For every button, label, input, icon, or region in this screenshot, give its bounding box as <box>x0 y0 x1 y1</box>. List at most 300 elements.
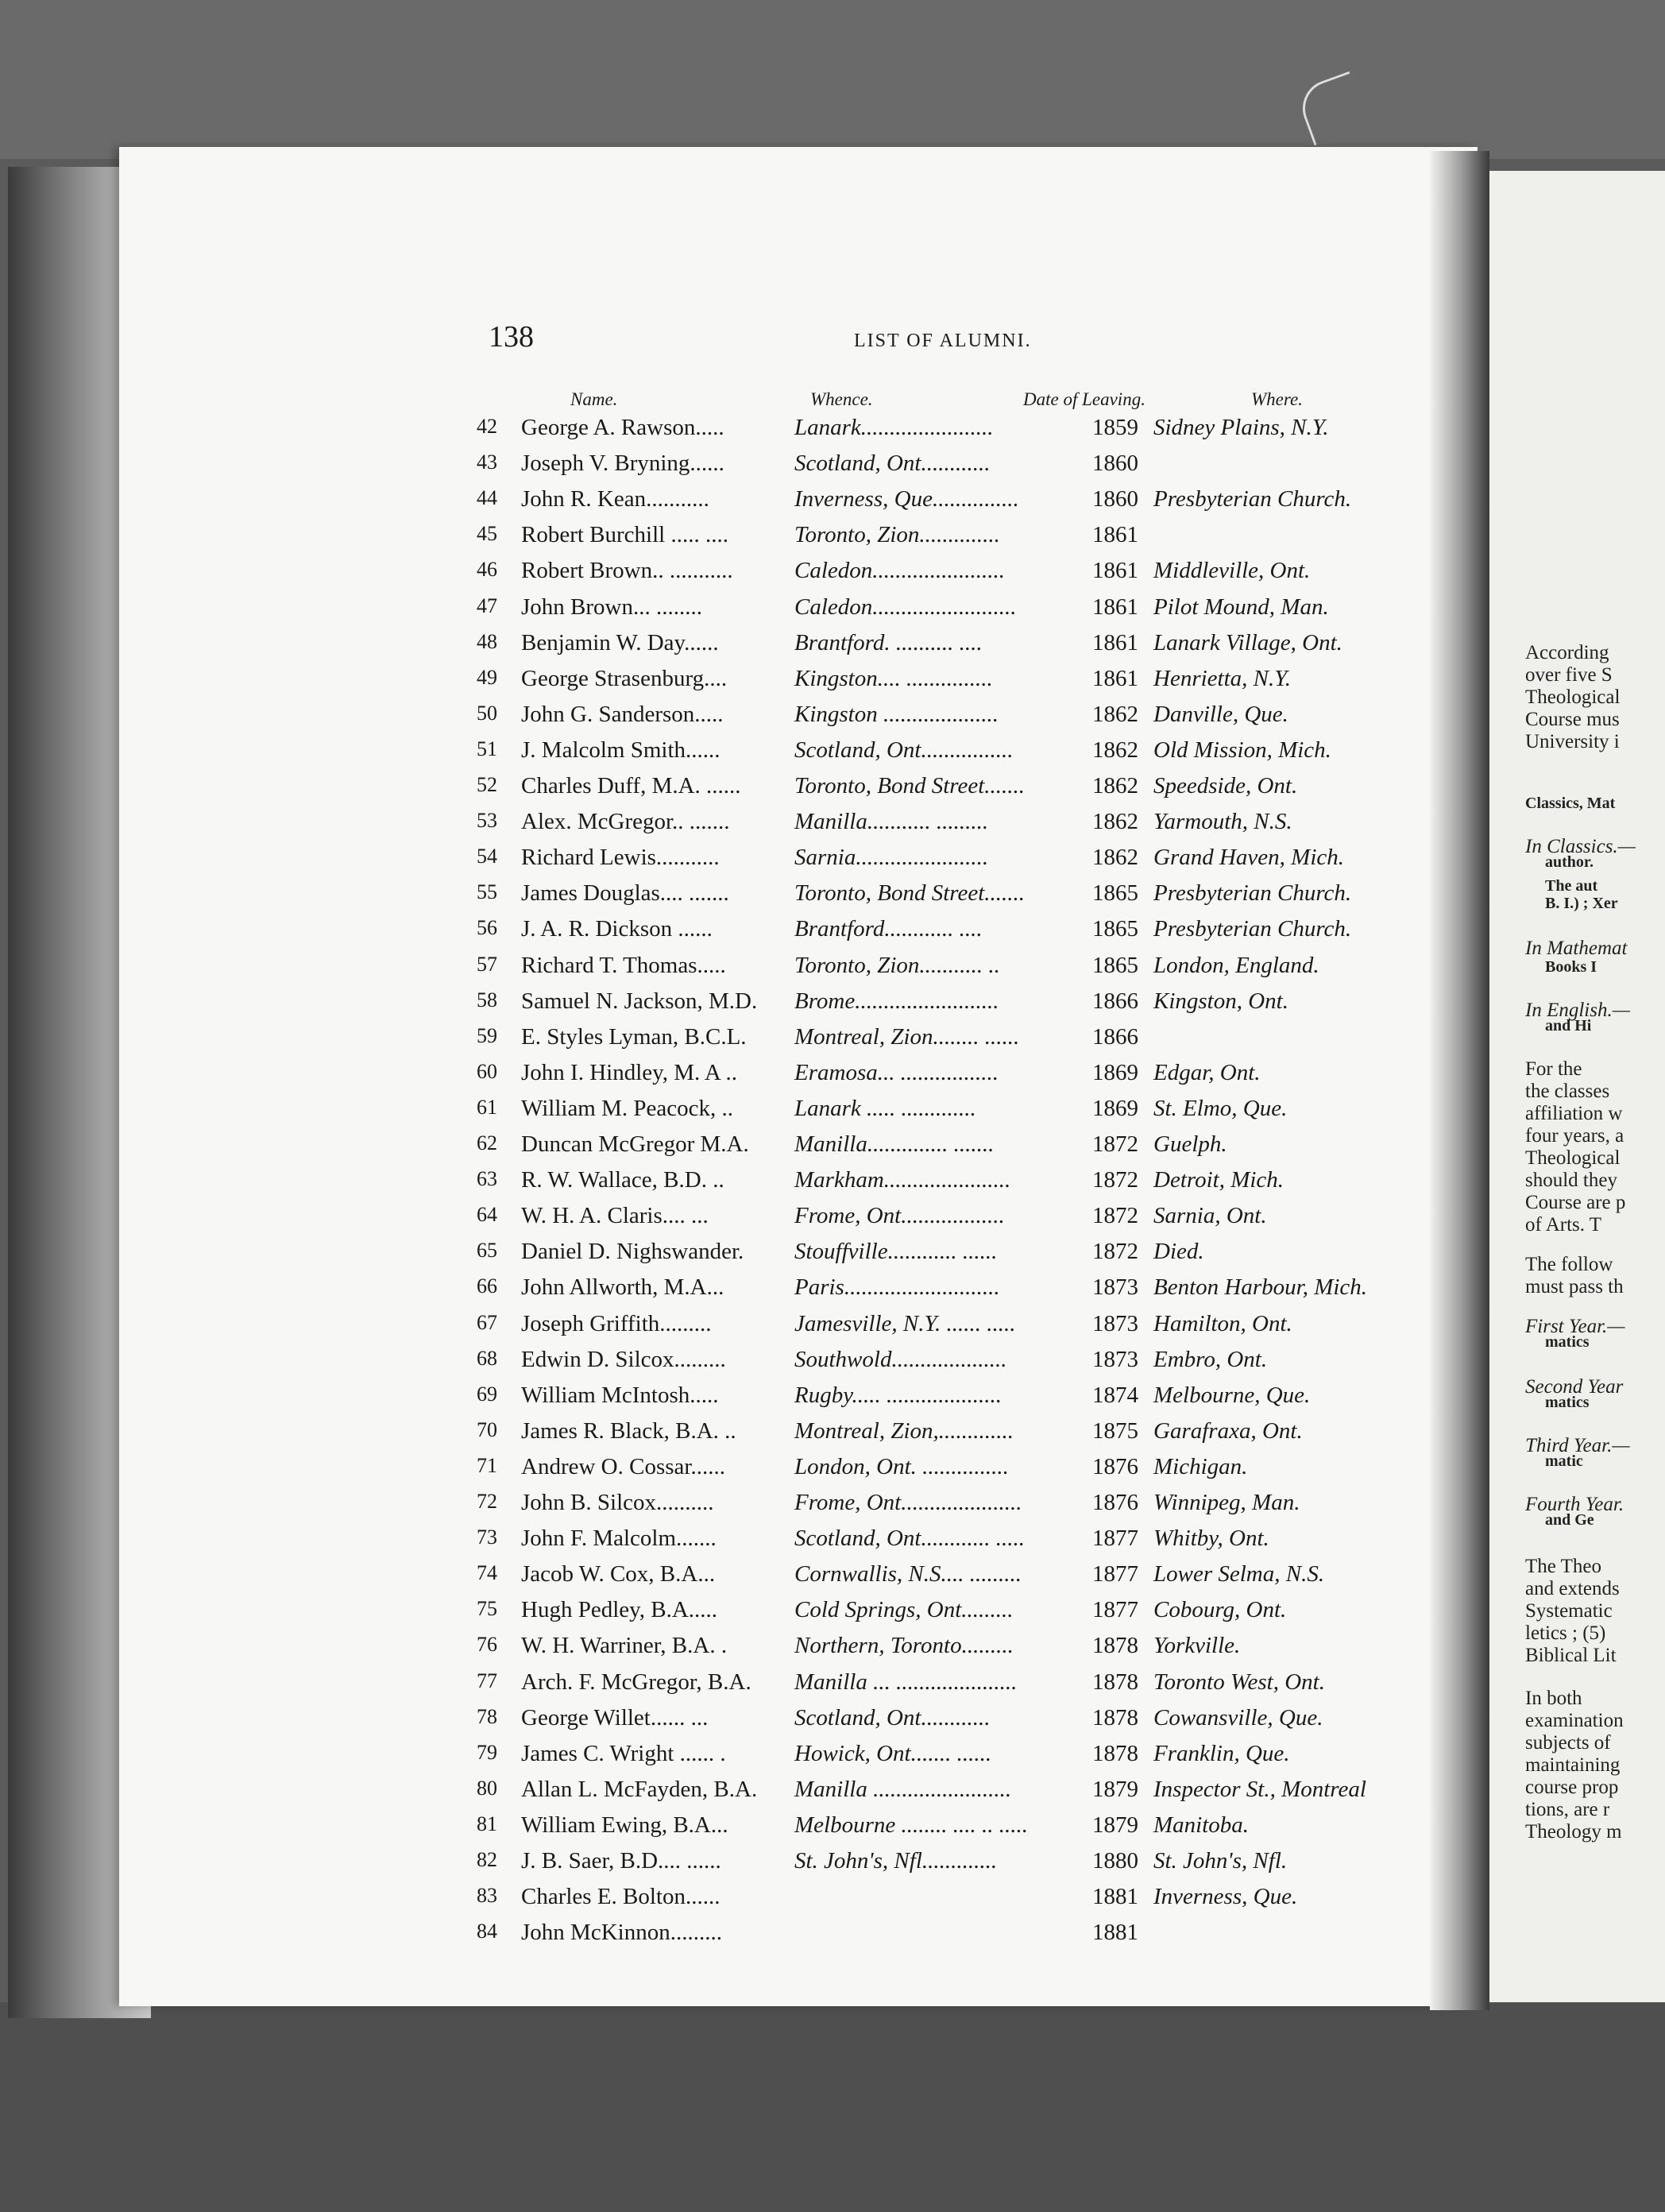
alumni-number: 82 <box>477 1848 497 1871</box>
alumni-name: George Strasenburg.... <box>521 665 728 691</box>
alumni-year: 1872 <box>1092 1131 1138 1157</box>
alumni-number: 64 <box>477 1203 497 1227</box>
alumni-whence: Kingston.... ............... <box>794 665 993 691</box>
alumni-row <box>477 1274 1390 1308</box>
alumni-number: 79 <box>477 1740 497 1764</box>
right-page-line: In English.— <box>1525 1000 1630 1021</box>
alumni-where: Lanark Village, Ont. <box>1153 629 1342 655</box>
alumni-name: Arch. F. McGregor, B.A. <box>521 1669 751 1695</box>
alumni-year: 1862 <box>1092 701 1138 727</box>
right-page-line: Theology m <box>1525 1821 1622 1843</box>
alumni-number: 44 <box>477 486 497 510</box>
right-page-line: Fourth Year. <box>1525 1494 1624 1515</box>
alumni-number: 83 <box>477 1884 497 1908</box>
alumni-name: John Allworth, M.A... <box>521 1274 724 1301</box>
alumni-whence: Howick, Ont....... ...... <box>794 1740 992 1766</box>
right-page-line: In both <box>1525 1688 1582 1709</box>
alumni-number: 59 <box>477 1023 497 1047</box>
alumni-whence: Rugby..... .................... <box>794 1382 1002 1408</box>
right-page-line: should they <box>1525 1170 1617 1191</box>
right-page-line: First Year.— <box>1525 1316 1625 1337</box>
alumni-whence: Toronto, Bond Street....... <box>794 880 1026 907</box>
alumni-number: 55 <box>477 880 497 904</box>
alumni-year: 1877 <box>1092 1597 1138 1623</box>
alumni-number: 42 <box>477 415 497 438</box>
alumni-year: 1879 <box>1092 1776 1138 1802</box>
alumni-year: 1859 <box>1092 415 1138 440</box>
alumni-row <box>477 486 1390 520</box>
alumni-name: John Brown... ........ <box>521 594 702 620</box>
right-page-line: Systematic <box>1525 1600 1613 1622</box>
alumni-number: 60 <box>477 1059 497 1083</box>
alumni-row <box>477 1418 1390 1452</box>
alumni-number: 74 <box>477 1561 497 1585</box>
alumni-name: W. H. Warriner, B.A. . <box>521 1633 728 1659</box>
alumni-where: Cobourg, Ont. <box>1153 1597 1287 1623</box>
alumni-where: Benton Harbour, Mich. <box>1153 1274 1368 1301</box>
alumni-number: 61 <box>477 1095 497 1119</box>
alumni-year: 1878 <box>1092 1704 1138 1731</box>
right-page-line: author. <box>1545 853 1594 871</box>
alumni-row <box>477 1597 1390 1630</box>
alumni-name: John F. Malcolm....... <box>521 1526 717 1552</box>
alumni-year: 1873 <box>1092 1346 1138 1372</box>
right-page-line: Course are p <box>1525 1192 1626 1213</box>
alumni-name: Daniel D. Nighswander. <box>521 1239 744 1265</box>
right-page-line: Theological <box>1525 1147 1621 1169</box>
alumni-whence: Sarnia....................... <box>794 845 989 871</box>
alumni-where: Middleville, Ont. <box>1153 558 1311 584</box>
alumni-row <box>477 1024 1390 1058</box>
alumni-number: 76 <box>477 1633 497 1657</box>
alumni-row <box>477 880 1390 914</box>
right-page-line: University i <box>1525 731 1620 752</box>
alumni-where: Guelph. <box>1153 1131 1227 1157</box>
alumni-whence: Toronto, Zion.............. <box>794 522 1000 548</box>
alumni-row <box>477 1167 1390 1201</box>
alumni-where: Old Mission, Mich. <box>1153 737 1331 763</box>
alumni-whence: Inverness, Que............... <box>794 486 1019 512</box>
alumni-number: 48 <box>477 629 497 653</box>
alumni-name: Hugh Pedley, B.A..... <box>521 1597 718 1623</box>
alumni-row <box>477 415 1390 448</box>
alumni-name: Samuel N. Jackson, M.D. <box>521 988 758 1014</box>
alumni-year: 1862 <box>1092 737 1138 763</box>
alumni-year: 1877 <box>1092 1526 1138 1552</box>
alumni-name: Allan L. McFayden, B.A. <box>521 1776 758 1802</box>
alumni-number: 84 <box>477 1920 497 1943</box>
alumni-year: 1881 <box>1092 1920 1138 1946</box>
alumni-row <box>477 1096 1390 1129</box>
alumni-where: Yarmouth, N.S. <box>1153 809 1292 835</box>
alumni-number: 49 <box>477 665 497 689</box>
alumni-whence: Toronto, Zion........... .. <box>794 952 1000 978</box>
alumni-whence: Brantford. .......... .... <box>794 629 983 655</box>
alumni-where: Presbyterian Church. <box>1153 916 1352 942</box>
alumni-row <box>477 845 1390 878</box>
alumni-row <box>477 916 1390 949</box>
alumni-name: J. B. Saer, B.D.... ...... <box>521 1848 721 1874</box>
alumni-where: Kingston, Ont. <box>1153 988 1288 1014</box>
right-page-line: The aut <box>1545 877 1598 895</box>
alumni-row <box>477 558 1390 591</box>
alumni-year: 1860 <box>1092 451 1138 477</box>
right-page-line: subjects of <box>1525 1732 1611 1754</box>
alumni-where: Presbyterian Church. <box>1153 486 1352 512</box>
alumni-row <box>477 1669 1390 1703</box>
alumni-number: 43 <box>477 451 497 474</box>
alumni-whence: Stouffville............ ...... <box>794 1239 998 1265</box>
alumni-whence: Manilla ........................ <box>794 1776 1012 1802</box>
alumni-year: 1865 <box>1092 880 1138 907</box>
alumni-whence: London, Ont. ............... <box>794 1453 1009 1479</box>
alumni-where: Detroit, Mich. <box>1153 1167 1284 1193</box>
alumni-where: Danville, Que. <box>1153 701 1288 727</box>
alumni-where: Embro, Ont. <box>1153 1346 1268 1372</box>
alumni-year: 1865 <box>1092 952 1138 978</box>
alumni-where: Lower Selma, N.S. <box>1153 1561 1325 1587</box>
alumni-where: Toronto West, Ont. <box>1153 1669 1325 1695</box>
right-page-line: must pass th <box>1525 1276 1624 1297</box>
alumni-whence: Manilla ... ..................... <box>794 1669 1018 1695</box>
alumni-number: 73 <box>477 1526 497 1549</box>
column-header-whence: Whence. <box>810 389 873 409</box>
alumni-year: 1874 <box>1092 1382 1138 1408</box>
alumni-name: Joseph Griffith......... <box>521 1310 712 1336</box>
alumni-whence: Lanark ..... ............. <box>794 1095 976 1121</box>
alumni-number: 81 <box>477 1812 497 1835</box>
alumni-name: E. Styles Lyman, B.C.L. <box>521 1023 747 1050</box>
alumni-number: 72 <box>477 1490 497 1513</box>
alumni-year: 1877 <box>1092 1561 1138 1587</box>
alumni-number: 57 <box>477 952 497 976</box>
alumni-where: Edgar, Ont. <box>1153 1059 1261 1085</box>
alumni-number: 65 <box>477 1239 497 1263</box>
right-page-line: four years, a <box>1525 1125 1624 1147</box>
alumni-row <box>477 988 1390 1022</box>
alumni-number: 63 <box>477 1167 497 1191</box>
alumni-where: Henrietta, N.Y. <box>1153 665 1291 691</box>
alumni-name: James R. Black, B.A. .. <box>521 1417 736 1444</box>
right-page-line: and extends <box>1525 1578 1620 1599</box>
alumni-row <box>477 1203 1390 1236</box>
alumni-whence: Scotland, Ont................ <box>794 737 1014 763</box>
right-page-line: of Arts. T <box>1525 1214 1602 1236</box>
alumni-year: 1879 <box>1092 1812 1138 1838</box>
alumni-row <box>477 1347 1390 1380</box>
alumni-row <box>477 1705 1390 1738</box>
alumni-number: 71 <box>477 1453 497 1477</box>
alumni-where: Presbyterian Church. <box>1153 880 1352 907</box>
alumni-name: Edwin D. Silcox......... <box>521 1346 726 1372</box>
alumni-number: 62 <box>477 1131 497 1154</box>
right-page-line: over five S <box>1525 664 1613 686</box>
alumni-where: St. John's, Nfl. <box>1153 1848 1288 1874</box>
alumni-name: Jacob W. Cox, B.A... <box>521 1561 716 1587</box>
alumni-number: 68 <box>477 1346 497 1370</box>
alumni-year: 1873 <box>1092 1310 1138 1336</box>
alumni-year: 1865 <box>1092 916 1138 942</box>
alumni-whence: Southwold.................... <box>794 1346 1007 1372</box>
running-title: LIST OF ALUMNI. <box>854 331 1032 351</box>
alumni-row <box>477 1561 1390 1595</box>
alumni-whence: Eramosa... ................. <box>794 1059 999 1085</box>
alumni-name: Alex. McGregor.. ....... <box>521 809 730 835</box>
alumni-year: 1866 <box>1092 1023 1138 1050</box>
alumni-name: Benjamin W. Day...... <box>521 629 719 655</box>
right-page-line: examination <box>1525 1710 1624 1731</box>
alumni-where: Winnipeg, Man. <box>1153 1490 1300 1515</box>
right-page-line: For the <box>1525 1058 1582 1080</box>
alumni-number: 51 <box>477 737 497 760</box>
alumni-row <box>477 630 1390 663</box>
alumni-where: St. Elmo, Que. <box>1153 1095 1288 1121</box>
right-page-line: Biblical Lit <box>1525 1645 1617 1666</box>
alumni-year: 1869 <box>1092 1059 1138 1085</box>
right-page-line: Second Year <box>1525 1376 1624 1398</box>
alumni-number: 47 <box>477 594 497 617</box>
alumni-year: 1866 <box>1092 988 1138 1014</box>
alumni-year: 1878 <box>1092 1633 1138 1659</box>
alumni-number: 80 <box>477 1776 497 1800</box>
page-number: 138 <box>489 320 534 354</box>
alumni-number: 52 <box>477 773 497 796</box>
scan-background-top <box>0 0 1665 159</box>
alumni-year: 1860 <box>1092 486 1138 512</box>
alumni-year: 1861 <box>1092 665 1138 691</box>
alumni-number: 78 <box>477 1704 497 1728</box>
alumni-row <box>477 522 1390 555</box>
alumni-row <box>477 1741 1390 1774</box>
alumni-whence: Brome......................... <box>794 988 999 1014</box>
alumni-where: Garafraxa, Ont. <box>1153 1417 1303 1444</box>
alumni-row <box>477 809 1390 842</box>
alumni-number: 70 <box>477 1417 497 1441</box>
alumni-whence: Caledon....................... <box>794 558 1006 584</box>
alumni-row <box>477 1777 1390 1810</box>
alumni-year: 1880 <box>1092 1848 1138 1874</box>
alumni-whence: Northern, Toronto......... <box>794 1633 1014 1659</box>
alumni-whence: Montreal, Zion........ ...... <box>794 1023 1020 1050</box>
alumni-name: Andrew O. Cossar...... <box>521 1453 725 1479</box>
alumni-year: 1861 <box>1092 594 1138 620</box>
alumni-name: William M. Peacock, .. <box>521 1095 734 1121</box>
right-page-line: The follow <box>1525 1254 1613 1275</box>
alumni-whence: Markham...................... <box>794 1167 1011 1193</box>
alumni-number: 77 <box>477 1669 497 1692</box>
right-page-line: Books I <box>1545 958 1597 976</box>
alumni-name: George Willet...... ... <box>521 1704 709 1731</box>
right-page-line: affiliation w <box>1525 1103 1623 1124</box>
right-page-line: maintaining <box>1525 1754 1621 1776</box>
right-page-line: matic <box>1545 1452 1583 1470</box>
alumni-where: Inverness, Que. <box>1153 1884 1298 1910</box>
right-page-line: and Ge <box>1545 1511 1594 1529</box>
right-page-line: Course mus <box>1525 709 1620 730</box>
alumni-whence: Manilla........... ......... <box>794 809 989 835</box>
alumni-number: 53 <box>477 809 497 833</box>
right-page-line: and Hi <box>1545 1017 1592 1034</box>
book-gutter <box>1430 151 1489 2010</box>
alumni-row <box>477 1382 1390 1416</box>
alumni-where: Pilot Mound, Man. <box>1153 594 1329 620</box>
alumni-year: 1861 <box>1092 522 1138 548</box>
alumni-name: George A. Rawson..... <box>521 415 724 440</box>
alumni-row <box>477 594 1390 628</box>
alumni-whence: Montreal, Zion,............. <box>794 1417 1014 1444</box>
alumni-number: 67 <box>477 1310 497 1334</box>
alumni-whence: St. John's, Nfl............. <box>794 1848 998 1874</box>
alumni-row <box>477 702 1390 735</box>
alumni-row <box>477 1884 1390 1917</box>
right-page-line: B. I.) ; Xer <box>1545 895 1618 912</box>
alumni-row <box>477 1239 1390 1272</box>
alumni-year: 1872 <box>1092 1203 1138 1229</box>
alumni-number: 45 <box>477 522 497 546</box>
alumni-number: 46 <box>477 558 497 582</box>
alumni-name: Robert Brown.. ........... <box>521 558 733 584</box>
alumni-year: 1862 <box>1092 809 1138 835</box>
alumni-whence: Scotland, Ont............ ..... <box>794 1526 1025 1552</box>
alumni-name: Duncan McGregor M.A. <box>521 1131 749 1157</box>
alumni-number: 50 <box>477 701 497 725</box>
alumni-number: 58 <box>477 988 497 1011</box>
alumni-where: Cowansville, Que. <box>1153 1704 1323 1731</box>
alumni-where: Grand Haven, Mich. <box>1153 845 1345 871</box>
alumni-where: Yorkville. <box>1153 1633 1241 1659</box>
alumni-where: London, England. <box>1153 952 1319 978</box>
alumni-number: 54 <box>477 845 497 868</box>
right-page-line: Classics, Mat <box>1525 795 1616 812</box>
alumni-where: Speedside, Ont. <box>1153 773 1298 799</box>
scan-background-bottom <box>0 2002 1665 2212</box>
alumni-year: 1862 <box>1092 845 1138 871</box>
alumni-whence: Melbourne ........ .... .. ..... <box>794 1812 1028 1838</box>
alumni-name: Robert Burchill ..... .... <box>521 522 728 548</box>
right-page-line: tions, are r <box>1525 1799 1610 1820</box>
alumni-name: R. W. Wallace, B.D. .. <box>521 1167 724 1193</box>
alumni-where: Michigan. <box>1153 1453 1248 1479</box>
alumni-row <box>477 1131 1390 1165</box>
alumni-where: Inspector St., Montreal <box>1153 1776 1366 1802</box>
alumni-row <box>477 1490 1390 1523</box>
alumni-name: Richard T. Thomas..... <box>521 952 726 978</box>
alumni-year: 1861 <box>1092 558 1138 584</box>
alumni-year: 1876 <box>1092 1490 1138 1515</box>
right-page-line: Third Year.— <box>1525 1435 1630 1456</box>
alumni-row <box>477 1526 1390 1559</box>
alumni-where: Sarnia, Ont. <box>1153 1203 1267 1229</box>
right-page-line: matics <box>1545 1333 1590 1351</box>
alumni-whence: Cornwallis, N.S.... ......... <box>794 1561 1022 1587</box>
alumni-row <box>477 1633 1390 1666</box>
alumni-name: John G. Sanderson..... <box>521 701 724 727</box>
alumni-number: 75 <box>477 1597 497 1621</box>
alumni-year: 1861 <box>1092 629 1138 655</box>
alumni-name: John McKinnon......... <box>521 1920 722 1946</box>
alumni-whence: Brantford............ .... <box>794 916 983 942</box>
alumni-whence: Toronto, Bond Street....... <box>794 773 1026 799</box>
alumni-name: W. H. A. Claris.... ... <box>521 1203 709 1229</box>
right-page-line: course prop <box>1525 1777 1619 1798</box>
alumni-row <box>477 1311 1390 1344</box>
alumni-whence: Lanark....................... <box>794 415 994 440</box>
alumni-row <box>477 773 1390 806</box>
alumni-row <box>477 666 1390 699</box>
alumni-whence: Manilla.............. ....... <box>794 1131 995 1157</box>
alumni-year: 1878 <box>1092 1669 1138 1695</box>
alumni-name: James C. Wright ...... . <box>521 1740 726 1766</box>
alumni-name: Charles Duff, M.A. ...... <box>521 773 741 799</box>
alumni-row <box>477 1060 1390 1093</box>
right-page-line: matics <box>1545 1394 1590 1411</box>
alumni-number: 69 <box>477 1382 497 1406</box>
alumni-name: William McIntosh..... <box>521 1382 719 1408</box>
alumni-name: John R. Kean........... <box>521 486 709 512</box>
alumni-whence: Frome, Ont.................. <box>794 1203 1005 1229</box>
alumni-row <box>477 1812 1390 1846</box>
alumni-year: 1875 <box>1092 1417 1138 1444</box>
alumni-name: J. Malcolm Smith...... <box>521 737 720 763</box>
right-page-line: According <box>1525 642 1609 663</box>
alumni-year: 1872 <box>1092 1239 1138 1265</box>
alumni-where: Manitoba. <box>1153 1812 1250 1838</box>
alumni-where: Melbourne, Que. <box>1153 1382 1311 1408</box>
column-header-name: Name. <box>570 389 618 409</box>
alumni-row <box>477 1848 1390 1881</box>
alumni-name: Richard Lewis........... <box>521 845 720 871</box>
right-page-line: Theological <box>1525 686 1621 708</box>
alumni-name: William Ewing, B.A... <box>521 1812 728 1838</box>
alumni-year: 1876 <box>1092 1453 1138 1479</box>
alumni-whence: Scotland, Ont............ <box>794 451 991 477</box>
alumni-year: 1873 <box>1092 1274 1138 1301</box>
column-header-where: Where. <box>1251 389 1303 409</box>
alumni-where: Whitby, Ont. <box>1153 1526 1269 1552</box>
column-header-date: Date of Leaving. <box>1023 389 1145 409</box>
alumni-whence: Cold Springs, Ont......... <box>794 1597 1014 1623</box>
right-page-line: the classes <box>1525 1081 1610 1102</box>
alumni-whence: Scotland, Ont............ <box>794 1704 991 1731</box>
alumni-name: Joseph V. Bryning...... <box>521 451 724 477</box>
alumni-where: Died. <box>1153 1239 1204 1265</box>
right-page-line: letics ; (5) <box>1525 1622 1606 1644</box>
alumni-whence: Frome, Ont..................... <box>794 1490 1022 1515</box>
alumni-year: 1872 <box>1092 1167 1138 1193</box>
alumni-row <box>477 1920 1390 1953</box>
alumni-number: 56 <box>477 916 497 940</box>
right-page-line: The Theo <box>1525 1556 1602 1577</box>
alumni-where: Franklin, Que. <box>1153 1740 1290 1766</box>
alumni-whence: Jamesville, N.Y. ...... ..... <box>794 1310 1016 1336</box>
alumni-whence: Paris........................... <box>794 1274 1000 1301</box>
alumni-row <box>477 1454 1390 1487</box>
alumni-year: 1878 <box>1092 1740 1138 1766</box>
alumni-number: 66 <box>477 1274 497 1298</box>
alumni-year: 1881 <box>1092 1884 1138 1910</box>
alumni-row <box>477 451 1390 484</box>
alumni-name: John I. Hindley, M. A .. <box>521 1059 738 1085</box>
alumni-whence: Caledon......................... <box>794 594 1017 620</box>
alumni-row <box>477 953 1390 986</box>
alumni-where: Sidney Plains, N.Y. <box>1153 415 1329 440</box>
alumni-where: Hamilton, Ont. <box>1153 1310 1292 1336</box>
alumni-name: James Douglas.... ....... <box>521 880 729 907</box>
right-page-line: In Mathemat <box>1525 938 1628 959</box>
alumni-name: John B. Silcox.......... <box>521 1490 714 1515</box>
alumni-year: 1862 <box>1092 773 1138 799</box>
alumni-name: J. A. R. Dickson ...... <box>521 916 713 942</box>
